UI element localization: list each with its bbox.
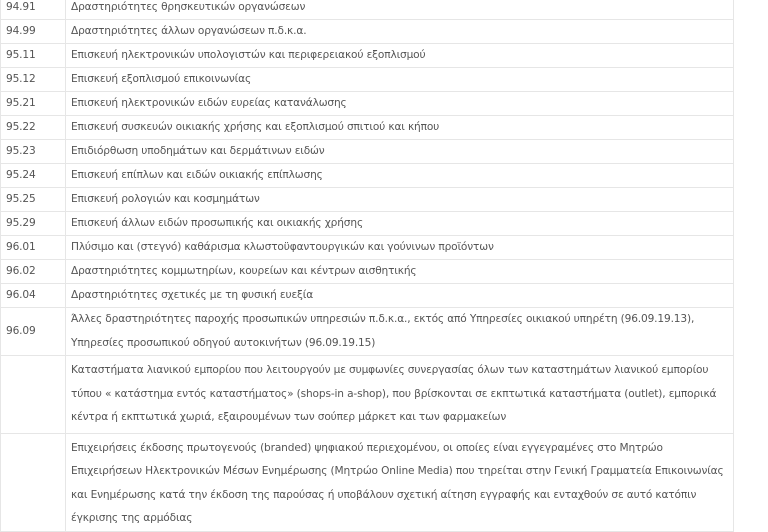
table-row [1,140,734,164]
activity-code: 95.12 [1,68,66,92]
activity-code: 95.22 [1,116,66,140]
activity-code: 95.29 [1,212,66,236]
table-row [1,212,734,236]
activity-code [1,433,66,531]
activity-code: 95.24 [1,164,66,188]
table-row [1,68,734,92]
table-row [1,44,734,68]
activity-code: 96.09 [1,308,66,356]
activity-code: 96.02 [1,260,66,284]
table-row [1,284,734,308]
activity-code: 95.21 [1,92,66,116]
table-row [1,236,734,260]
activity-description: Επισκευή εξοπλισμού επικοινωνίας [66,68,734,92]
activity-description: Άλλες δραστηριότητες παροχής προσωπικών υπηρεσιών π.δ.κ.α., εκτός από Υπηρεσίες οικιακού υπηρέτη (96.09.19.13), Υπηρεσίες προσωπικού οδηγού αυτοκινήτων (96.09.19.15) [66,308,734,356]
table-row [1,433,734,531]
activity-description: Επιδιόρθωση υποδημάτων και δερμάτινων ειδών [66,140,734,164]
table-row [1,308,734,356]
table-row [1,0,734,20]
activity-description: Επισκευή άλλων ειδών προσωπικής και οικιακής χρήσης [66,212,734,236]
activity-code: 95.25 [1,188,66,212]
activity-code: 95.11 [1,44,66,68]
activity-code: 95.23 [1,140,66,164]
activity-description: Επισκευή συσκευών οικιακής χρήσης και εξοπλισμού σπιτιού και κήπου [66,116,734,140]
activity-description: Δραστηριότητες άλλων οργανώσεων π.δ.κ.α. [66,20,734,44]
activity-description: Επιχειρήσεις έκδοσης πρωτογενούς (branded) ψηφιακού περιεχομένου, οι οποίες είναι εγγεγραμένες στο Μητρώο Επιχειρήσεων Ηλεκτρονικών Μέσων Ενημέρωσης (Μητρώο Online Media) που τηρείται στην Γενική Γραμματεία Επικοινωνίας και Ενημέρωσης κατά την έκδοση της παρούσας ή υποβάλουν σχετική αίτηση εγγραφής και ενταχθούν σε αυτό κατόπιν έγκρισης της αρμόδιας [66,433,734,531]
table-row [1,116,734,140]
activity-code: 94.91 [1,0,66,20]
table-row [1,164,734,188]
activity-description: Δραστηριότητες θρησκευτικών οργανώσεων [66,0,734,20]
table-row [1,188,734,212]
table-row [1,356,734,434]
table-row [1,260,734,284]
activity-description: Πλύσιμο και (στεγνό) καθάρισμα κλωστοϋφαντουργικών και γούνινων προϊόντων [66,236,734,260]
table-row [1,92,734,116]
activity-description: Δραστηριότητες κομμωτηρίων, κουρείων και κέντρων αισθητικής [66,260,734,284]
activity-code: 94.99 [1,20,66,44]
activity-code: 96.01 [1,236,66,260]
activity-description: Επισκευή ηλεκτρονικών υπολογιστών και περιφερειακού εξοπλισμού [66,44,734,68]
activity-code: 96.04 [1,284,66,308]
activity-description: Επισκευή ηλεκτρονικών ειδών ευρείας κατανάλωσης [66,92,734,116]
activity-description: Δραστηριότητες σχετικές με τη φυσική ευεξία [66,284,734,308]
activity-code [1,356,66,434]
table-row [1,20,734,44]
activity-description: Επισκευή ρολογιών και κοσμημάτων [66,188,734,212]
activity-description: Καταστήματα λιανικού εμπορίου που λειτουργούν με συμφωνίες συνεργασίας όλων των καταστημάτων λιανικού εμπορίου τύπου « κατάστημα εντός καταστήματος» (shops-in a-shop), που βρίσκονται σε εκπτωτικά καταστήματα (outlet), εμπορικά κέντρα ή εκπτωτικά χωριά, εξαιρουμένων των σούπερ μάρκετ και των φαρμακείων [66,356,734,434]
activity-description: Επισκευή επίπλων και ειδών οικιακής επίπλωσης [66,164,734,188]
